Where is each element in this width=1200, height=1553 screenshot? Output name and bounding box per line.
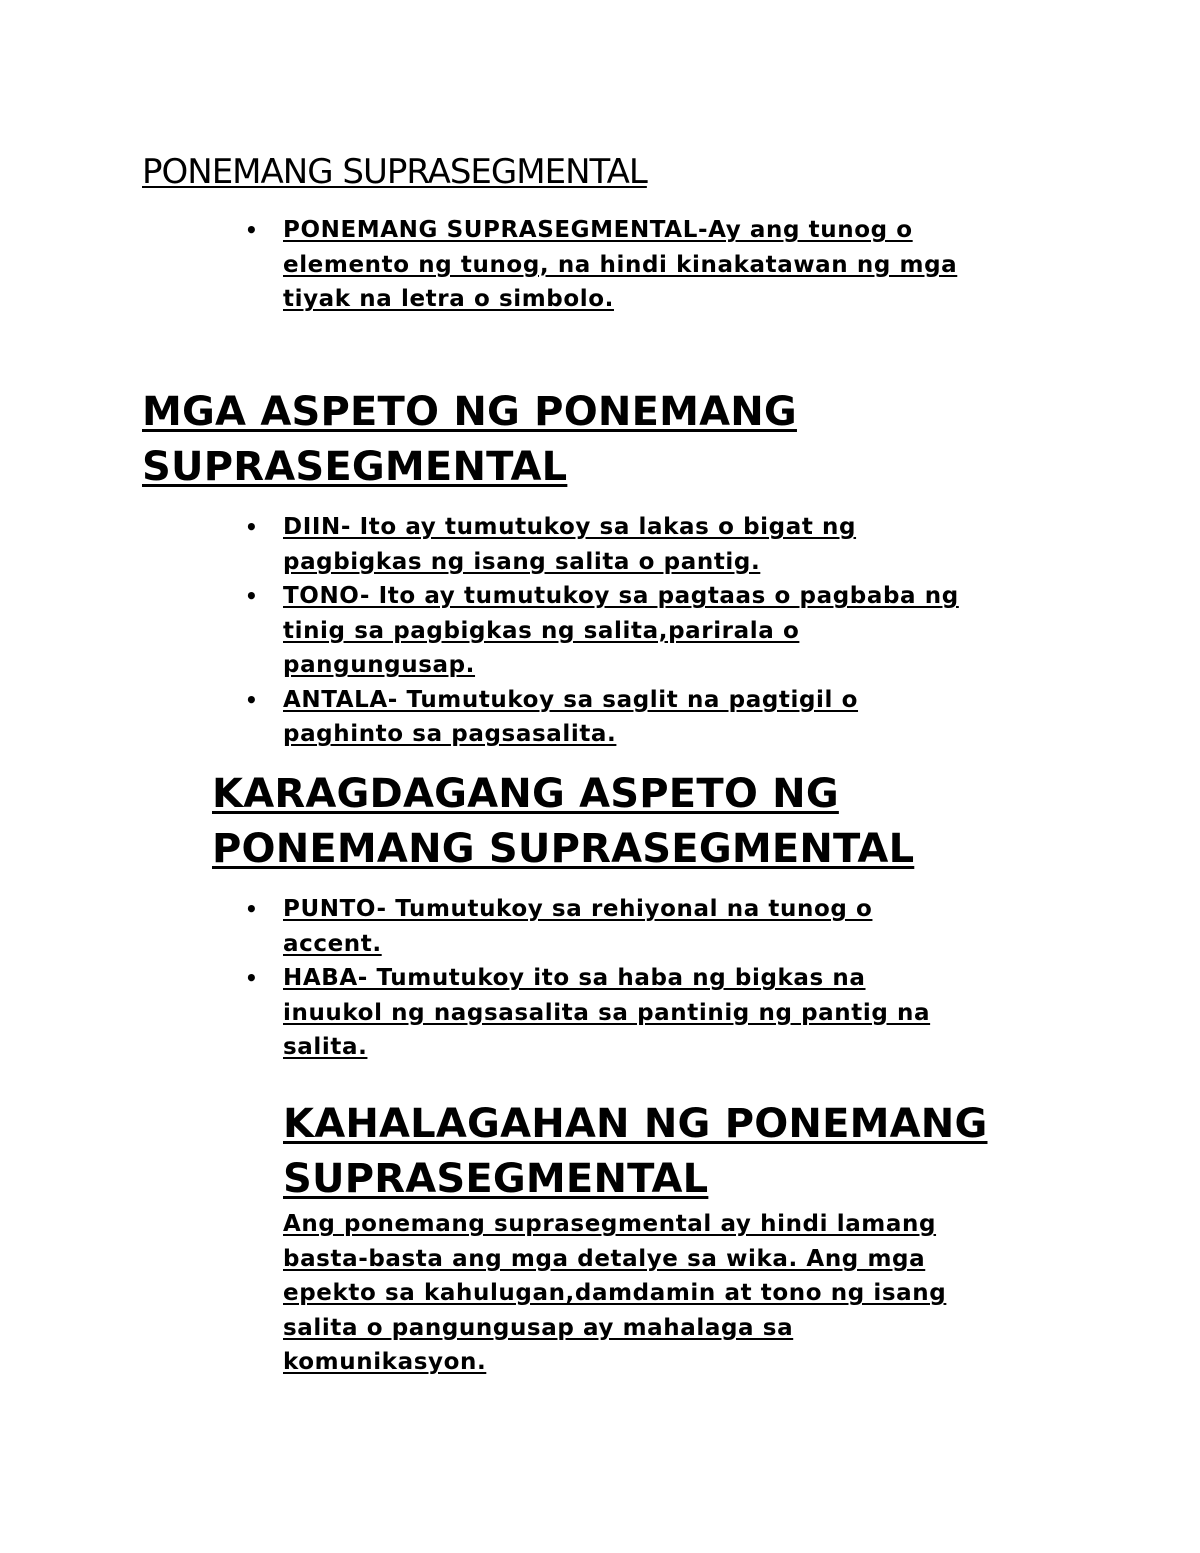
bullet-icon: • [245, 687, 259, 712]
kahalagahan-paragraph: Ang ponemang suprasegmental ay hindi lamang basta-basta ang mga detalye sa wika. Ang mga epekto sa kahulugan,damdamin at tono ng isang salita o pangungusap ay mahalaga sa komunikasyon. [283, 1211, 947, 1375]
list-item-text: ANTALA- Tumutukoy sa saglit na pagtigil o paghinto sa pagsasalita. [283, 686, 859, 747]
list-item-text: PUNTO- Tumutukoy sa rehiyonal na tunog o accent. [283, 896, 873, 957]
bullet-icon: • [245, 584, 259, 608]
bullet-icon: • [245, 218, 259, 242]
list-item [245, 510, 1073, 579]
list-item-text: TONO- Ito ay tumutukoy sa pagtaas o pagbaba ng tinig sa pagbigkas ng salita,parirala o pangungusap. [283, 583, 959, 678]
list-item [245, 579, 1073, 683]
intro-list [245, 213, 1073, 317]
list-item [245, 213, 1073, 317]
bullet-icon: • [245, 515, 259, 539]
list-item-text: HABA- Tumutukoy ito sa haba ng bigkas na inuukol ng nagsasalita sa pantinig ng pantig na salita. [283, 965, 931, 1060]
list-item-text: PONEMANG SUPRASEGMENTAL-Ay ang tunog o elemento ng tunog, na hindi kinakatawan ng mga tiyak na letra o simbolo. [283, 217, 958, 312]
bullet-icon: • [245, 966, 259, 990]
list-item-text: DIIN- Ito ay tumutukoy sa lakas o bigat ng pagbigkas ng isang salita o pantig. [283, 514, 857, 575]
list-item [245, 892, 1073, 961]
karagdagang-list [245, 892, 1073, 1065]
list-item [245, 683, 1073, 752]
document-title: PONEMANG SUPRASEGMENTAL [142, 152, 647, 192]
section-heading-karagdagang: KARAGDAGANG ASPETO NG PONEMANG SUPRASEGMENTAL [212, 771, 915, 872]
list-item [245, 961, 1073, 1065]
section-heading-aspeto: MGA ASPETO NG PONEMANG SUPRASEGMENTAL [142, 389, 797, 490]
bullet-icon: • [245, 897, 259, 921]
section-heading-kahalagahan: KAHALAGAHAN NG PONEMANG SUPRASEGMENTAL [283, 1101, 988, 1202]
aspeto-list [245, 510, 1073, 752]
